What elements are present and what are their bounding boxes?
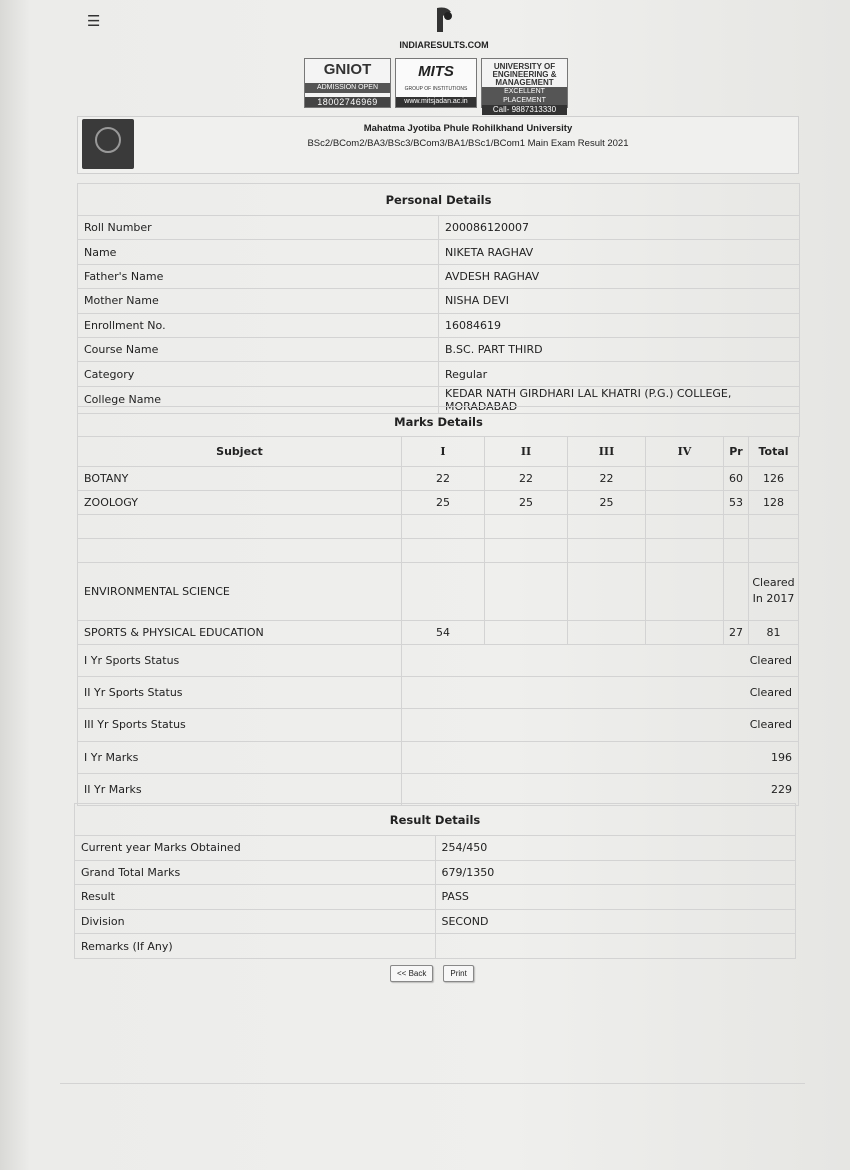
university-name: Mahatma Jyotiba Phule Rohilkhand University [363,123,573,134]
status-label: II Yr Sports Status [78,676,402,708]
grand-total-label: Grand Total Marks [75,860,436,885]
table-row [75,885,796,910]
paper-iii-marks: 25 [568,490,646,514]
paper-i-header: I [402,436,485,466]
course-label: Course Name [78,337,439,361]
table-row [78,240,800,264]
mother-name-value: NISHA DEVI [439,289,800,313]
table-row [75,934,796,959]
paper-ii-marks: 22 [485,466,568,490]
table-row [78,620,799,644]
print-button[interactable]: Print [443,965,473,982]
status-label: III Yr Sports Status [78,709,402,741]
paper-iv-header: IV [646,436,724,466]
table-row [78,466,799,490]
college-label: College Name [78,386,439,413]
ad-uem[interactable] [481,58,568,114]
table-row [78,709,799,741]
empty-row [78,514,799,538]
ad-uem-line2: Call- 9887313330 [482,105,567,115]
year-marks-label: II Yr Marks [78,774,402,806]
ad-mits-line1: GROUP OF INSTITUTIONS [404,85,468,92]
practical-marks: 60 [724,466,749,490]
current-marks-label: Current year Marks Obtained [75,836,436,861]
paper-i-marks: 25 [402,490,485,514]
ad-gniot[interactable] [304,58,391,108]
site-name: INDIARESULTS.COM [399,40,489,50]
table-row [75,836,796,861]
table-row [78,362,800,386]
table-row [78,313,800,337]
exam-name: BSc2/BCom2/BA3/BSc3/BCom3/BA1/BSc1/BCom1 Main Exam Result 2021 [307,138,629,149]
university-header [77,116,799,174]
practical-marks: 53 [724,490,749,514]
total-header: Total [749,436,799,466]
total-marks: 126 [749,466,799,490]
table-row [78,264,800,288]
mother-name-label: Mother Name [78,289,439,313]
ad-mits-brand: MITS [418,63,454,80]
result-value: PASS [435,885,796,910]
table-row [75,909,796,934]
table-row [78,741,799,773]
paper-i-marks: 54 [402,620,485,644]
status-value: Cleared [402,709,799,741]
personal-details-heading: Personal Details [78,184,800,216]
back-button[interactable]: << Back [390,965,433,982]
ad-uem-line1: EXCELLENT PLACEMENT [482,87,567,105]
action-buttons [390,965,474,982]
roll-number-value: 200086120007 [439,216,800,240]
table-row [78,216,800,240]
table-row [78,490,799,514]
subject-name: ENVIRONMENTAL SCIENCE [78,562,402,620]
table-row [78,774,799,806]
roll-number-label: Roll Number [78,216,439,240]
remarks-label: Remarks (If Any) [75,934,436,959]
ad-mits-line2: www.mitsjadan.ac.in [396,97,476,107]
total-marks: 81 [749,620,799,644]
empty-row [78,538,799,562]
category-label: Category [78,362,439,386]
year-marks-value: 229 [402,774,799,806]
marks-details-table [77,436,799,806]
college-value: KEDAR NATH GIRDHARI LAL KHATRI (P.G.) COLLEGE, MORADABAD [439,386,800,413]
division-label: Division [75,909,436,934]
status-label: I Yr Sports Status [78,644,402,676]
year-marks-value: 196 [402,741,799,773]
category-value: Regular [439,362,800,386]
paper-ii-header: II [485,436,568,466]
site-logo-mark-icon [433,6,455,34]
course-value: B.SC. PART THIRD [439,337,800,361]
enrollment-label: Enrollment No. [78,313,439,337]
practical-header: Pr [724,436,749,466]
remarks-value [435,934,796,959]
site-logo[interactable] [394,6,494,50]
practical-marks: 27 [724,620,749,644]
paper-i-marks: 22 [402,466,485,490]
table-row [78,337,800,361]
year-marks-label: I Yr Marks [78,741,402,773]
ad-gniot-line2: 18002746969 [305,97,390,107]
grand-total-value: 679/1350 [435,860,796,885]
enrollment-value: 16084619 [439,313,800,337]
result-details-table [74,803,796,959]
total-marks: 128 [749,490,799,514]
name-label: Name [78,240,439,264]
division-value: SECOND [435,909,796,934]
status-value: Cleared [402,676,799,708]
father-name-label: Father's Name [78,264,439,288]
table-row [78,562,799,620]
paper-ii-marks: 25 [485,490,568,514]
ad-gniot-brand: GNIOT [323,61,372,78]
result-label: Result [75,885,436,910]
table-row [78,676,799,708]
current-marks-value: 254/450 [435,836,796,861]
ad-mits[interactable] [395,58,477,108]
ad-banner-strip [304,58,568,114]
subject-name: ZOOLOGY [78,490,402,514]
status-value: Cleared [402,644,799,676]
father-name-value: AVDESH RAGHAV [439,264,800,288]
ad-uem-brand: UNIVERSITY OF ENGINEERING & MANAGEMENT [492,62,557,87]
ad-gniot-line1: ADMISSION OPEN [305,83,390,93]
total-marks: Cleared In 2017 [749,562,799,620]
result-details-heading: Result Details [75,804,796,836]
footer-divider [60,1083,805,1084]
subject-header: Subject [78,436,402,466]
table-row [75,860,796,885]
paper-iii-header: III [568,436,646,466]
table-row [78,644,799,676]
marks-details-heading: Marks Details [77,406,800,437]
personal-details-table [77,183,800,414]
subject-name: BOTANY [78,466,402,490]
table-row [78,289,800,313]
subject-name: SPORTS & PHYSICAL EDUCATION [78,620,402,644]
paper-iv-marks [646,466,724,490]
paper-iii-marks: 22 [568,466,646,490]
paper-iv-marks [646,490,724,514]
name-value: NIKETA RAGHAV [439,240,800,264]
hamburger-menu-icon[interactable]: ☰ [87,12,101,30]
